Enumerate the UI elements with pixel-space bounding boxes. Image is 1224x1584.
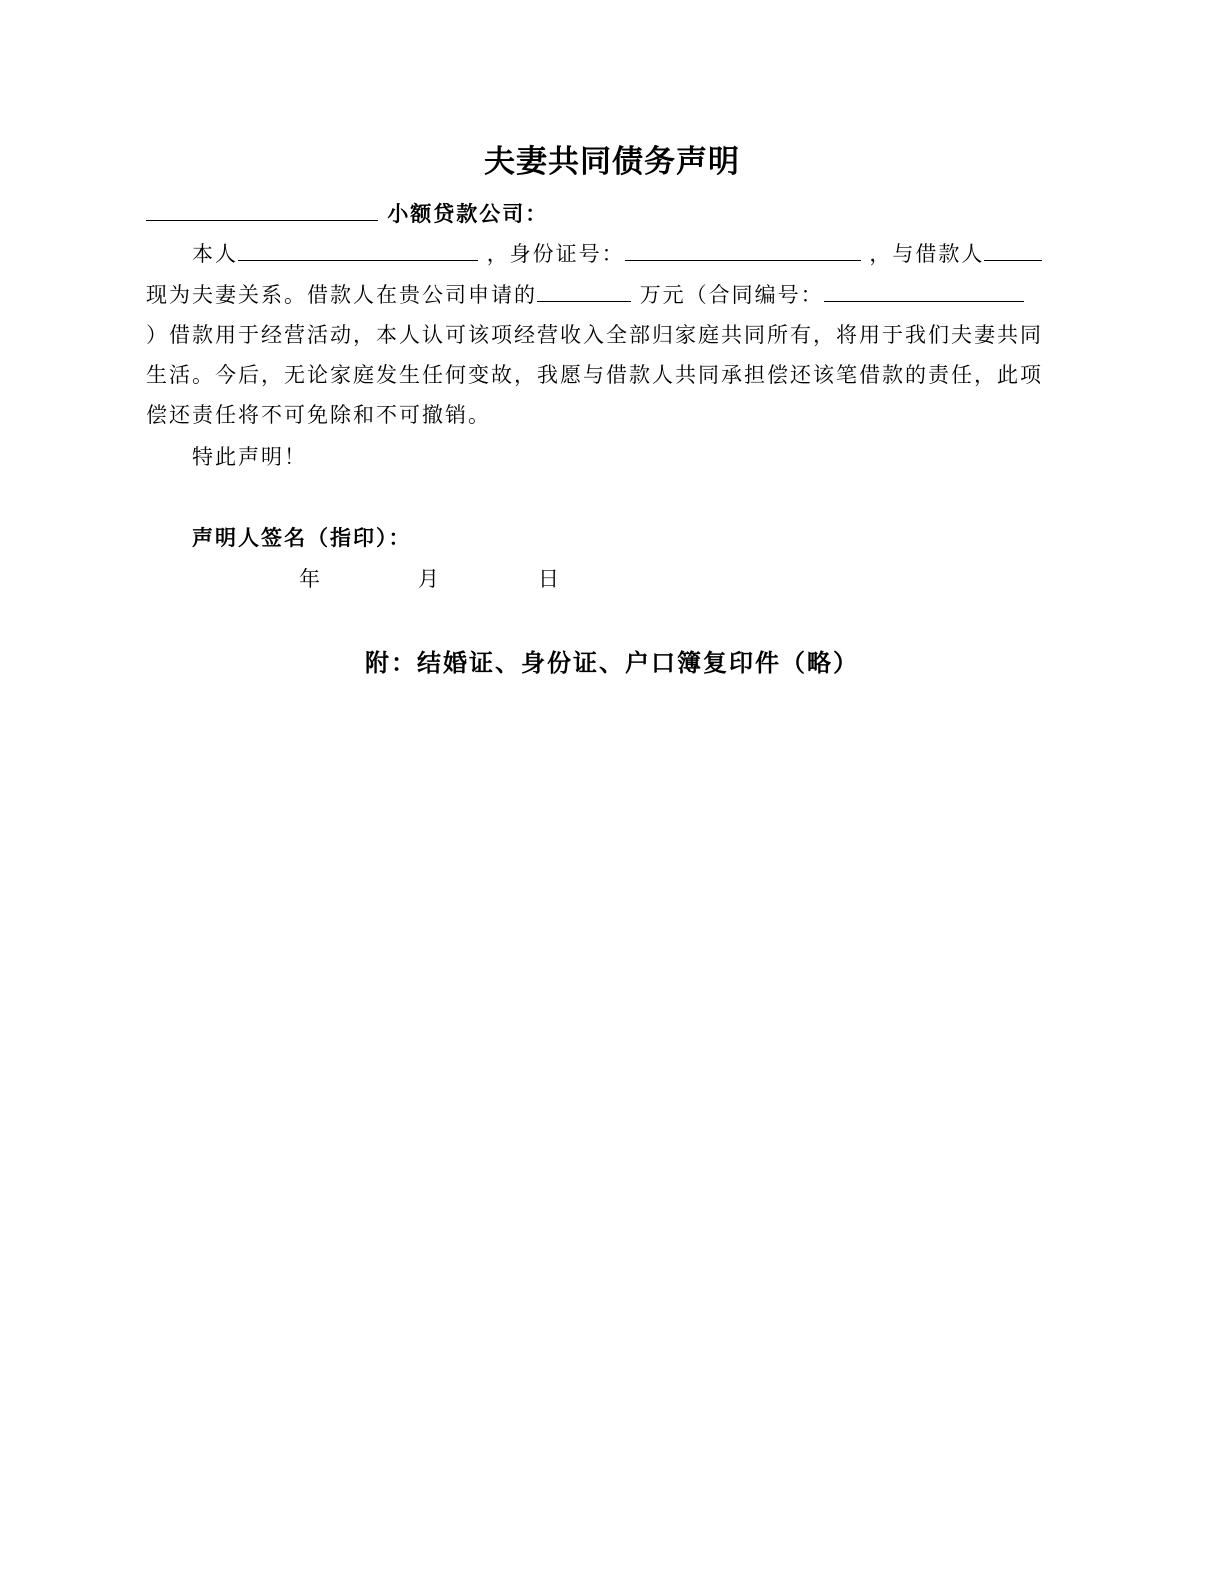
amount-unit-text: 万元（合同编号： [639,283,824,307]
declarant-name-blank[interactable] [238,240,478,261]
paragraph-line-2 [146,281,1086,309]
company-name-blank[interactable] [146,200,378,221]
loan-amount-blank[interactable] [537,281,631,302]
declarant-prefix: 本人 [192,242,238,266]
addressee-suffix: 小额贷款公司： [387,201,549,226]
signature-label: 声明人签名（指印）： [192,525,412,550]
document-title: 夫妻共同债务声明 [484,144,740,180]
relationship-text: 现为夫妻关系。借款人在贵公司申请的 [146,283,537,307]
borrower-name-blank[interactable] [984,240,1042,261]
paragraph-line-3: ）借款用于经营活动，本人认可该项经营收入全部归家庭共同所有，将用于我们夫妻共同 [146,323,1043,347]
borrower-label: ，与借款人 [869,242,985,266]
paragraph-line-5: 偿还责任将不可免除和不可撤销。 [146,403,491,427]
id-number-label: ，身份证号： [486,242,625,266]
paragraph-line-1 [146,240,1132,268]
date-year-label: 年 [299,567,320,591]
closing-statement: 特此声明！ [192,445,307,469]
attachment-note: 附：结婚证、身份证、户口簿复印件（略） [365,648,859,677]
paragraph-line-4: 生活。今后，无论家庭发生任何变故，我愿与借款人共同承担偿还该笔借款的责任，此项 [146,363,1043,387]
addressee-line [146,200,1086,228]
contract-number-blank[interactable] [824,281,1024,302]
date-day-label: 日 [538,567,559,591]
date-month-label: 月 [418,567,439,591]
id-number-blank[interactable] [625,240,861,261]
